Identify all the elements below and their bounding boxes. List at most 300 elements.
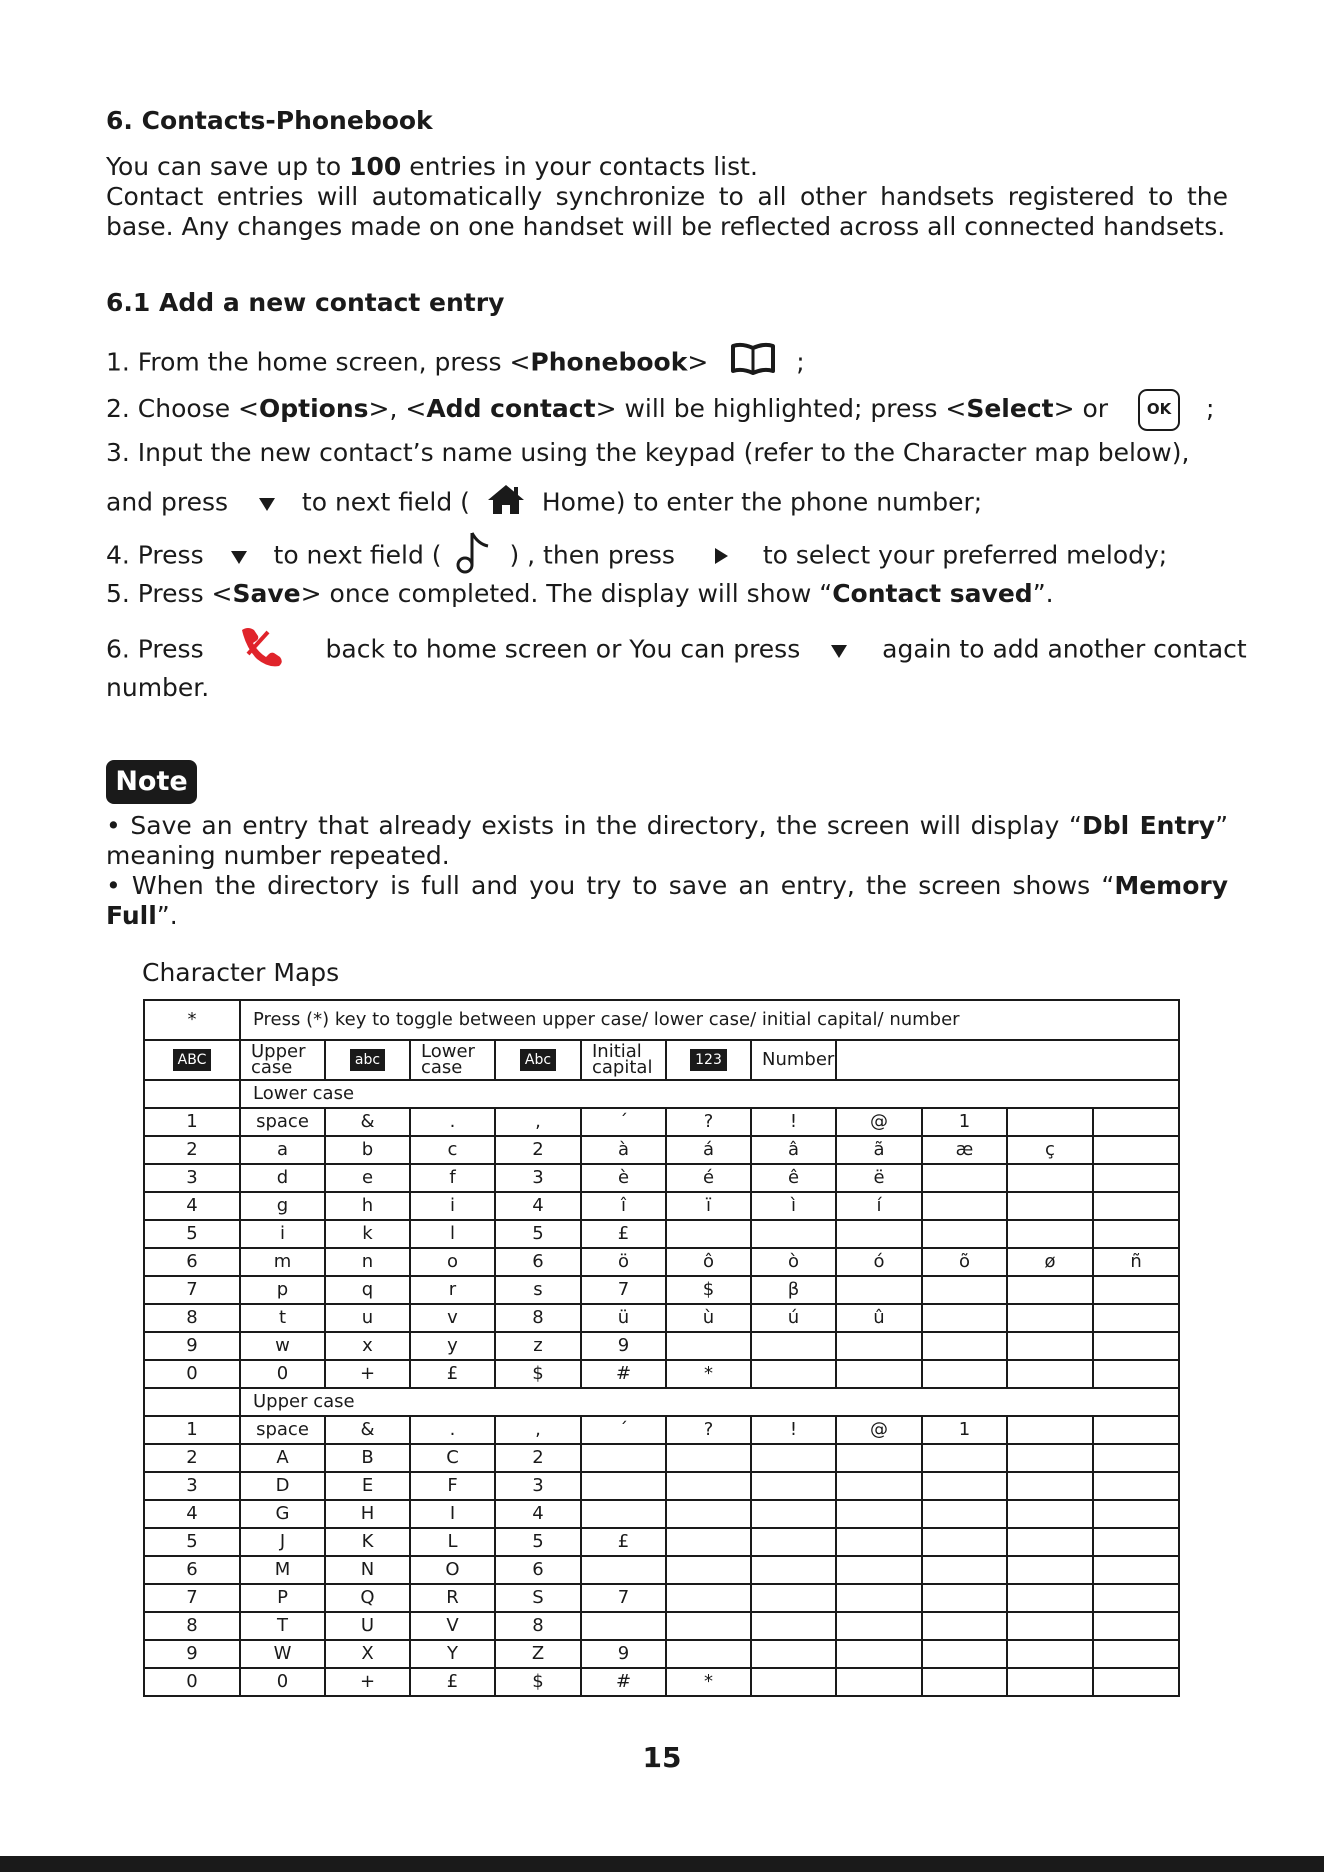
char-cell: h [325,1192,410,1220]
char-cell: . [410,1108,495,1136]
legend-badge-initial: Abc [495,1040,581,1080]
char-cell: o [410,1248,495,1276]
intro-line-2: Contact entries will automatically synchronize to all other handsets registered to the base. Any changes made on one handset will be reflected across all connected handsets. [106,182,1228,241]
char-cell [1093,1360,1179,1388]
char-cell: c [410,1136,495,1164]
char-cell: 8 [495,1304,581,1332]
char-cell: 4 [495,1500,581,1528]
legend-label-number: Number [751,1040,836,1080]
lower-case-row [144,1108,1179,1136]
star-key-cell: * [144,1000,240,1040]
section-label: Lower case [240,1080,1179,1108]
char-cell: r [410,1276,495,1304]
music-note-icon [456,530,492,583]
char-cell [1007,1192,1093,1220]
char-cell [922,1640,1007,1668]
char-cell: G [240,1500,325,1528]
subsection-heading: 6.1 Add a new contact entry [106,288,505,317]
char-cell [922,1220,1007,1248]
key-cell: 2 [144,1444,240,1472]
key-cell: 8 [144,1304,240,1332]
char-cell: U [325,1612,410,1640]
char-cell: ! [751,1416,836,1444]
char-cell [922,1556,1007,1584]
char-cell: £ [410,1360,495,1388]
char-cell [581,1556,666,1584]
intro-line-1: You can save up to 100 entries in your contacts list. [106,152,758,181]
page-bottom-bar [0,1856,1324,1872]
char-cell [1007,1500,1093,1528]
char-cell: T [240,1612,325,1640]
char-cell: £ [581,1528,666,1556]
char-cell [1007,1108,1093,1136]
lower-case-row [144,1304,1179,1332]
lower-case-row [144,1276,1179,1304]
char-cell [836,1640,922,1668]
char-cell: p [240,1276,325,1304]
section-heading: 6. Contacts-Phonebook [106,106,433,135]
key-cell: 5 [144,1528,240,1556]
char-cell [1007,1556,1093,1584]
legend-badge-upper: ABC [144,1040,240,1080]
char-cell: ï [666,1192,751,1220]
char-cell: N [325,1556,410,1584]
char-cell: ù [666,1304,751,1332]
char-cell: ò [751,1248,836,1276]
char-cell [1093,1276,1179,1304]
char-cell: F [410,1472,495,1500]
char-cell: 7 [581,1276,666,1304]
char-cell: space [240,1416,325,1444]
char-cell: d [240,1164,325,1192]
character-map-table [143,999,1180,1697]
char-cell [922,1192,1007,1220]
char-cell [922,1304,1007,1332]
upper-case-row [144,1500,1179,1528]
char-cell [581,1612,666,1640]
char-cell: ã [836,1136,922,1164]
char-cell [666,1584,751,1612]
char-cell: è [581,1164,666,1192]
char-cell [666,1500,751,1528]
char-cell: P [240,1584,325,1612]
char-cell: @ [836,1416,922,1444]
legend-empty-cell [836,1040,1179,1080]
char-cell [836,1444,922,1472]
note-bullet-1: • Save an entry that already exists in the directory, the screen will display “Dbl Entry” meaning number repeated. [106,811,1229,870]
char-cell: * [666,1668,751,1696]
char-cell: v [410,1304,495,1332]
char-cell: g [240,1192,325,1220]
char-cell: n [325,1248,410,1276]
char-cell [922,1276,1007,1304]
step-3-continued: and press to next field ( Home) to enter the phone number; [106,483,982,524]
char-cell: $ [495,1360,581,1388]
key-cell: 6 [144,1556,240,1584]
char-cell: ü [581,1304,666,1332]
key-cell: 3 [144,1164,240,1192]
step-3: 3. Input the new contact’s name using the keypad (refer to the Character map below), [106,438,1190,467]
char-cell [666,1332,751,1360]
char-cell: ê [751,1164,836,1192]
upper-case-row [144,1444,1179,1472]
char-cell: B [325,1444,410,1472]
char-cell [922,1164,1007,1192]
lower-case-section-row [144,1080,1179,1108]
char-cell: ó [836,1248,922,1276]
char-cell: Y [410,1640,495,1668]
char-cell [751,1360,836,1388]
step-6-continued: number. [106,673,210,702]
char-cell: 9 [581,1640,666,1668]
char-cell [666,1472,751,1500]
char-cell [922,1360,1007,1388]
upper-case-section-row [144,1388,1179,1416]
char-cell [666,1612,751,1640]
char-cell: 0 [240,1360,325,1388]
char-cell [1093,1668,1179,1696]
step-2: 2. Choose <Options>, <Add contact> will be highlighted; press <Select> or OK ; [106,389,1214,431]
char-cell: ö [581,1248,666,1276]
upper-case-row [144,1472,1179,1500]
char-cell: í [836,1192,922,1220]
char-cell: æ [922,1136,1007,1164]
char-cell [922,1668,1007,1696]
char-cell: Z [495,1640,581,1668]
upper-case-row [144,1556,1179,1584]
section-label: Upper case [240,1388,1179,1416]
char-cell: # [581,1668,666,1696]
char-cell: u [325,1304,410,1332]
step-6: 6. Press back to home screen or You can press again to add another contact [106,624,1247,677]
char-cell: á [666,1136,751,1164]
key-cell: 4 [144,1500,240,1528]
char-cell: f [410,1164,495,1192]
char-cell [1093,1612,1179,1640]
upper-case-row [144,1612,1179,1640]
char-cell: C [410,1444,495,1472]
char-cell: ç [1007,1136,1093,1164]
key-cell: 6 [144,1248,240,1276]
char-cell: V [410,1612,495,1640]
char-cell [1093,1416,1179,1444]
char-cell [1093,1640,1179,1668]
char-cell [666,1640,751,1668]
char-cell: ø [1007,1248,1093,1276]
char-cell: W [240,1640,325,1668]
char-cell: @ [836,1108,922,1136]
char-cell [751,1556,836,1584]
character-map-title: Character Maps [142,958,340,987]
legend-label-upper: Upper case [240,1040,325,1080]
char-cell: 1 [922,1416,1007,1444]
legend-badge-number: 123 [666,1040,751,1080]
char-cell [1093,1192,1179,1220]
char-cell: é [666,1164,751,1192]
key-cell: 1 [144,1416,240,1444]
upper-case-row [144,1416,1179,1444]
char-cell: # [581,1360,666,1388]
char-cell: R [410,1584,495,1612]
char-cell: m [240,1248,325,1276]
lower-case-row [144,1360,1179,1388]
char-cell: ´ [581,1416,666,1444]
char-cell [1007,1276,1093,1304]
lower-case-row [144,1164,1179,1192]
char-cell [1007,1612,1093,1640]
char-cell [922,1500,1007,1528]
char-cell [666,1444,751,1472]
char-cell: û [836,1304,922,1332]
char-cell: , [495,1108,581,1136]
char-cell [836,1612,922,1640]
char-cell: ô [666,1248,751,1276]
key-cell: 1 [144,1108,240,1136]
char-cell: l [410,1220,495,1248]
key-cell: 3 [144,1472,240,1500]
char-cell: i [410,1192,495,1220]
char-cell: + [325,1360,410,1388]
char-cell: a [240,1136,325,1164]
key-cell: 9 [144,1640,240,1668]
char-cell: & [325,1416,410,1444]
char-cell: t [240,1304,325,1332]
char-cell: D [240,1472,325,1500]
char-cell [1007,1220,1093,1248]
char-cell [751,1472,836,1500]
char-cell [922,1444,1007,1472]
char-cell [1007,1668,1093,1696]
char-cell [1007,1416,1093,1444]
step-4: 4. Press to next field ( ) , then press to select your preferred melody; [106,530,1167,583]
char-cell [836,1556,922,1584]
char-cell: 7 [581,1584,666,1612]
char-cell [1093,1136,1179,1164]
upper-case-row [144,1640,1179,1668]
char-cell [1093,1444,1179,1472]
char-cell: $ [666,1276,751,1304]
char-cell: , [495,1416,581,1444]
key-cell: 4 [144,1192,240,1220]
char-cell [1093,1304,1179,1332]
char-cell [1007,1584,1093,1612]
lower-case-row [144,1192,1179,1220]
char-cell [751,1220,836,1248]
char-cell [836,1276,922,1304]
char-cell: & [325,1108,410,1136]
down-arrow-icon [258,487,276,521]
char-cell: 4 [495,1192,581,1220]
char-cell [751,1612,836,1640]
char-cell: ? [666,1416,751,1444]
char-cell: î [581,1192,666,1220]
char-cell: k [325,1220,410,1248]
char-cell [751,1668,836,1696]
char-cell: J [240,1528,325,1556]
char-cell: 3 [495,1164,581,1192]
char-cell [1093,1332,1179,1360]
char-cell: â [751,1136,836,1164]
char-cell: y [410,1332,495,1360]
char-cell [581,1444,666,1472]
char-cell: 2 [495,1136,581,1164]
char-cell [751,1584,836,1612]
char-cell: 9 [581,1332,666,1360]
char-cell [1093,1528,1179,1556]
down-arrow-icon [230,540,248,574]
key-cell: 5 [144,1220,240,1248]
char-cell: 5 [495,1528,581,1556]
char-cell: ? [666,1108,751,1136]
char-cell [1007,1472,1093,1500]
char-cell: K [325,1528,410,1556]
step-1: 1. From the home screen, press <Phonebook> ; [106,342,805,385]
char-cell [666,1220,751,1248]
char-cell: s [495,1276,581,1304]
char-cell: i [240,1220,325,1248]
section-key-cell [144,1080,240,1108]
char-cell: ë [836,1164,922,1192]
right-arrow-icon [713,540,729,574]
char-cell: z [495,1332,581,1360]
char-cell [581,1472,666,1500]
char-cell [751,1500,836,1528]
char-cell: x [325,1332,410,1360]
char-cell [1007,1360,1093,1388]
char-cell [836,1360,922,1388]
char-cell [922,1332,1007,1360]
home-icon [486,483,526,524]
upper-case-row [144,1528,1179,1556]
note-bullet-2: • When the directory is full and you try to save an entry, the screen shows “Memory Full”. [106,871,1228,930]
char-cell: A [240,1444,325,1472]
char-cell: * [666,1360,751,1388]
key-cell: 8 [144,1612,240,1640]
char-cell [751,1640,836,1668]
char-cell: £ [581,1220,666,1248]
char-cell: 3 [495,1472,581,1500]
char-cell [1007,1304,1093,1332]
char-cell: ì [751,1192,836,1220]
char-cell [1007,1164,1093,1192]
lower-case-row [144,1220,1179,1248]
char-cell [1093,1584,1179,1612]
note-badge: Note [106,760,197,804]
page-number: 15 [642,1741,682,1774]
char-cell: 6 [495,1556,581,1584]
legend-badge-lower: abc [325,1040,410,1080]
upper-case-row [144,1584,1179,1612]
char-cell: q [325,1276,410,1304]
end-call-icon [238,624,286,677]
char-cell: + [325,1668,410,1696]
ok-key-icon: OK [1138,389,1180,431]
char-cell: 6 [495,1248,581,1276]
char-cell: 1 [922,1108,1007,1136]
char-cell: 5 [495,1220,581,1248]
key-cell: 9 [144,1332,240,1360]
char-cell: 2 [495,1444,581,1472]
char-cell: à [581,1136,666,1164]
char-cell: L [410,1528,495,1556]
char-cell [922,1472,1007,1500]
char-cell: ! [751,1108,836,1136]
upper-case-row [144,1668,1179,1696]
char-cell [1007,1332,1093,1360]
char-cell [836,1332,922,1360]
char-cell: ´ [581,1108,666,1136]
char-cell: ñ [1093,1248,1179,1276]
lower-case-row [144,1136,1179,1164]
char-cell [1007,1528,1093,1556]
char-cell [836,1668,922,1696]
char-cell: O [410,1556,495,1584]
char-cell [836,1472,922,1500]
char-cell [751,1444,836,1472]
char-cell: w [240,1332,325,1360]
key-cell: 0 [144,1360,240,1388]
char-cell: $ [495,1668,581,1696]
char-cell [751,1528,836,1556]
char-cell [922,1528,1007,1556]
char-cell: b [325,1136,410,1164]
char-cell: 8 [495,1612,581,1640]
key-cell: 7 [144,1584,240,1612]
char-cell: S [495,1584,581,1612]
char-cell: M [240,1556,325,1584]
char-cell [1093,1472,1179,1500]
legend-label-initial: Initial capital [581,1040,666,1080]
open-book-icon [730,342,776,385]
step-5: 5. Press <Save> once completed. The display will show “Contact saved”. [106,579,1054,608]
char-cell: X [325,1640,410,1668]
char-cell: I [410,1500,495,1528]
toggle-instruction: Press (*) key to toggle between upper case/ lower case/ initial capital/ number [240,1000,1179,1040]
char-cell [836,1220,922,1248]
char-cell [666,1556,751,1584]
char-cell [1007,1444,1093,1472]
char-cell [836,1584,922,1612]
char-cell [666,1528,751,1556]
char-cell [1093,1108,1179,1136]
char-cell [922,1584,1007,1612]
char-cell: e [325,1164,410,1192]
char-cell [922,1612,1007,1640]
char-cell: . [410,1416,495,1444]
key-cell: 0 [144,1668,240,1696]
char-cell [836,1528,922,1556]
down-arrow-icon [830,634,848,668]
lower-case-row [144,1248,1179,1276]
char-cell: H [325,1500,410,1528]
char-cell [1093,1500,1179,1528]
char-cell: Q [325,1584,410,1612]
legend-label-lower: Lower case [410,1040,495,1080]
char-cell [751,1332,836,1360]
char-cell [1093,1220,1179,1248]
char-cell: β [751,1276,836,1304]
char-cell [1093,1556,1179,1584]
char-cell [1007,1640,1093,1668]
char-cell [581,1500,666,1528]
key-cell: 7 [144,1276,240,1304]
char-cell: £ [410,1668,495,1696]
char-cell: 0 [240,1668,325,1696]
section-key-cell [144,1388,240,1416]
char-cell [836,1500,922,1528]
char-cell: space [240,1108,325,1136]
lower-case-row [144,1332,1179,1360]
